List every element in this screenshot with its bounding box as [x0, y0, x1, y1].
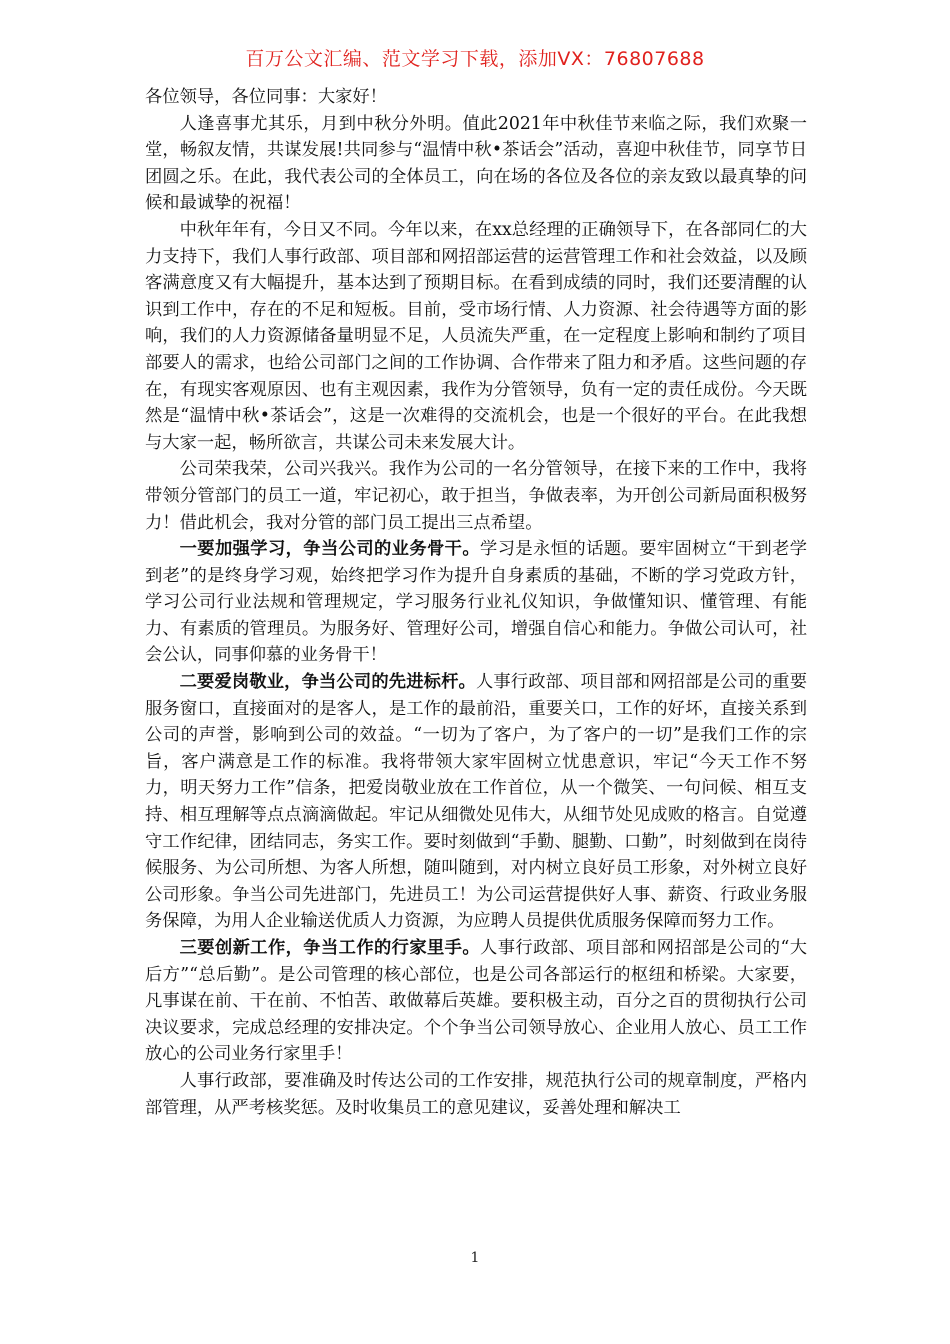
- download-banner: 百万公文汇编、范文学习下载，添加VX：76807688: [245, 48, 705, 70]
- page-number: 1: [470, 1250, 480, 1266]
- paragraph-text: 人事行政部、项目部和网招部是公司的重要服务窗口，直接面对的是客人，是工作的最前沿，重要关口，工作的好坏，直接关系到公司的声誉，影响到公司的效益。“一切为了客户，为了客户的一切”是我们工作的宗旨，客户满意是工作的标准。我将带领大家牢固树立忧患意识，牢记“今天工作不努力，明天努力工作”信条，把爱岗敬业放在工作首位，从一个微笑、一句问候、相互支持、相互理解等点点滴滴做起。牢记从细微处见伟大，从细节处见成败的格言。自觉遵守工作纪律，团结同志，务实工作。要时刻做到“手勤、腿勤、口勤”，时刻做到在岗待候服务、为公司所想、为客人所想，随叫随到，对内树立良好员工形象，对外树立良好公司形象。争当公司先进部门，先进员工！为公司运营提供好人事、薪资、行政业务服务保障，为用人企业输送优质人力资源，为应聘人员提供优质服务保障而努力工作。: [145, 672, 807, 932]
- paragraph: [145, 456, 807, 536]
- paragraph-text: 学习是永恒的话题。要牢固树立“干到老学到老”的是终身学习观，始终把学习作为提升自身素质的基础，不断的学习党政方针，学习公司行业法规和管理规定，学习服务行业礼仪知识，争做懂知识、懂管理、有能力、有素质的管理员。为服务好、管理好公司，增强自信心和能力。争做公司认可，社会公认，同事仰慕的业务骨干！: [145, 539, 807, 666]
- paragraph: [145, 935, 807, 1068]
- paragraph: [145, 669, 807, 935]
- paragraph-lead: 一要加强学习，争当公司的业务骨干。: [179, 539, 481, 560]
- paragraph-lead: 二要爱岗敬业，争当公司的先进标杆。: [179, 672, 476, 693]
- paragraph: [145, 217, 807, 456]
- paragraph: [145, 1068, 807, 1121]
- paragraph-text: 人事行政部，要准确及时传达公司的工作安排，规范执行公司的规章制度，严格内部管理，从严考核奖惩。及时收集员工的意见建议，妥善处理和解决工: [145, 1070, 807, 1118]
- paragraph: [145, 111, 807, 217]
- paragraph-text: 人逢喜事尤其乐，月到中秋分外明。值此2021年中秋佳节来临之际，我们欢聚一堂，畅叙友情，共谋发展!共同参与“温情中秋•茶话会”活动，喜迎中秋佳节，同享节日团圆之乐。在此，我代表公司的全体员工，向在场的各位及各位的亲友致以最真挚的问候和最诚挚的祝福！: [145, 113, 807, 214]
- paragraph-text: 中秋年年有，今日又不同。今年以来，在xx总经理的正确领导下，在各部同仁的大力支持下，我们人事行政部、项目部和网招部运营的运营管理工作和社会效益，以及顾客满意度又有大幅提升，基本达到了预期目标。在看到成绩的同时，我们还要清醒的认识到工作中，存在的不足和短板。目前，受市场行情、人力资源、社会待遇等方面的影响，我们的人力资源储备量明显不足，人员流失严重，在一定程度上影响和制约了项目部要人的需求，也给公司部门之间的工作协调、合作带来了阻力和矛盾。这些问题的存在，有现实客观原因、也有主观因素，我作为分管领导，负有一定的责任成份。今天既然是“温情中秋•茶话会”，这是一次难得的交流机会，也是一个很好的平台。在此我想与大家一起，畅所欲言，共谋公司未来发展大计。: [145, 219, 807, 453]
- paragraph-text: 人事行政部、项目部和网招部是公司的“大后方”“总后勤”。是公司管理的核心部位，也是公司各部运行的枢纽和桥梁。大家要，凡事谋在前、干在前、不怕苦、敢做幕后英雄。要积极主动，百分之百的贯彻执行公司决议要求，完成总经理的安排决定。个个争当公司领导放心、企业用人放心、员工工作放心的公司业务行家里手！: [145, 938, 807, 1065]
- paragraph-text: 公司荣我荣，公司兴我兴。我作为公司的一名分管领导，在接下来的工作中，我将带领分管部门的员工一道，牢记初心，敢于担当，争做表率，为开创公司新局面积极努力！借此机会，我对分管的部门员工提出三点希望。: [145, 459, 807, 533]
- paragraph: [145, 536, 807, 669]
- document-body: [145, 84, 807, 1121]
- paragraph-lead: 三要创新工作，争当工作的行家里手。: [179, 938, 481, 958]
- greeting: 各位领导，各位同事：大家好！: [145, 87, 387, 107]
